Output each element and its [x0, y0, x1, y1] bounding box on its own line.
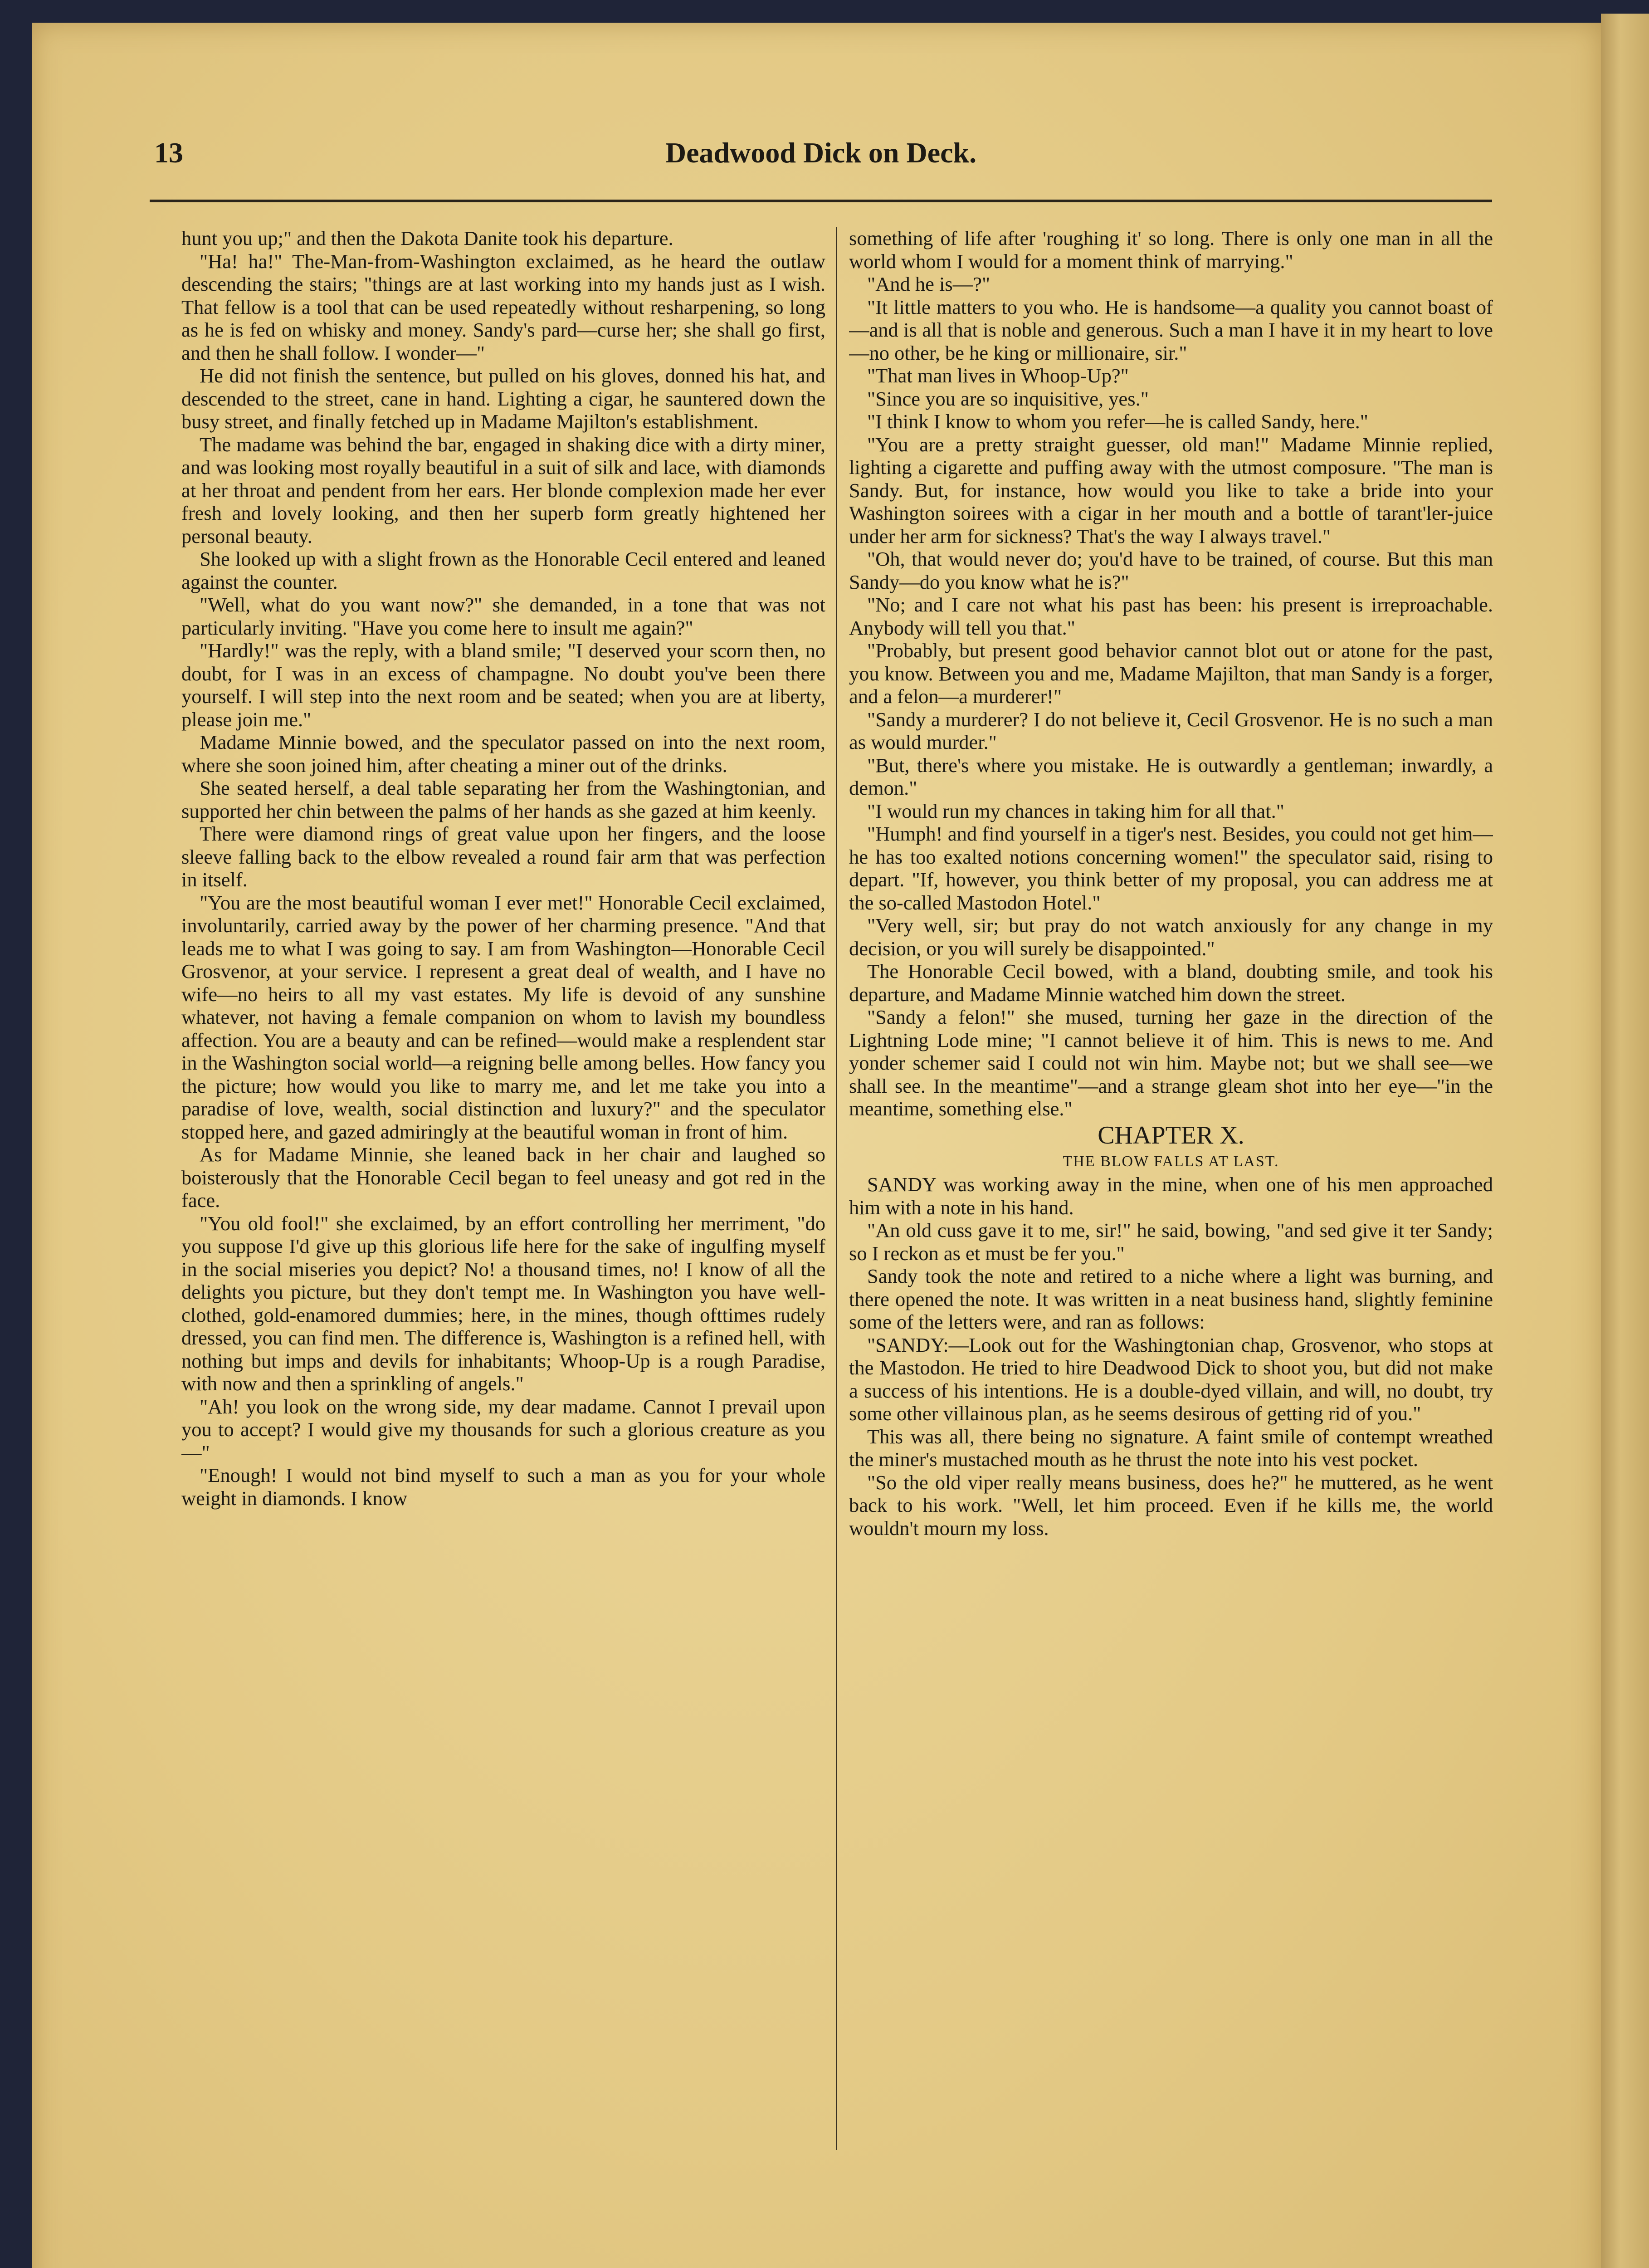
paragraph: She looked up with a slight frown as the Honorable Cecil entered and leaned against the counter. — [181, 547, 825, 593]
paragraph: As for Madame Minnie, she leaned back in her chair and laughed so boisterously that the Honorable Cecil began to feel uneasy and got red in the face. — [181, 1143, 825, 1212]
paragraph: Sandy took the note and retired to a niche where a light was burning, and there opened the note. It was written in a neat business hand, slightly feminine some of the letters were, and ran as follows: — [849, 1265, 1493, 1333]
paragraph: He did not finish the sentence, but pulled on his gloves, donned his hat, and descended to the street, cane in hand. Lighting a cigar, he sauntered down the busy street, and finally fetched up in Madame Majilton's establishment. — [181, 364, 825, 433]
page-spine-edge — [1601, 14, 1649, 2268]
header-rule — [150, 200, 1492, 202]
paragraph: "An old cuss gave it to me, sir!" he said, bowing, "and sed give it ter Sandy; so I reckon as et must be fer you." — [849, 1219, 1493, 1265]
column-divider — [836, 227, 837, 2150]
paragraph: The Honorable Cecil bowed, with a bland, doubting smile, and took his departure, and Madame Minnie watched him down the street. — [849, 960, 1493, 1006]
paragraph: "But, there's where you mistake. He is outwardly a gentleman; inwardly, a demon." — [849, 753, 1493, 799]
page-number: 13 — [154, 137, 183, 169]
paragraph: "You are a pretty straight guesser, old man!" Madame Minnie replied, lighting a cigarette and puffing away with the utmost composure. "The man is Sandy. But, for instance, how would you like to take a bride into your Washington soirees with a cigar in her mouth and a bottle of tarant'ler-juice under her arm for sickness? That's the way I always travel." — [849, 433, 1493, 547]
chapter-title: CHAPTER X. — [1098, 1121, 1244, 1149]
paragraph: "I think I know to whom you refer—he is called Sandy, here." — [867, 410, 1368, 433]
paragraph: Madame Minnie bowed, and the speculator passed on into the next room, where she soon joined him, after cheating a miner out of the drinks. — [181, 731, 825, 777]
paragraph: "SANDY:—Look out for the Washingtonian chap, Grosvenor, who stops at the Mastodon. He tried to hire Deadwood Dick to shoot you, but did not make a success of his intentions. He is a double-dyed villain, and will, no doubt, try some other villainous plan, as he seems desirous of getting rid of you." — [849, 1333, 1493, 1425]
paragraph: something of life after 'roughing it' so long. There is only one man in all the world whom I would for a moment think of marrying." — [849, 227, 1493, 273]
paragraph: "Probably, but present good behavior cannot blot out or atone for the past, you know. Between you and me, Madame Majilton, that man Sandy is a forger, and a felon—a murderer!" — [849, 639, 1493, 708]
paragraph: "Enough! I would not bind myself to such a man as you for your whole weight in diamonds. I know — [181, 1464, 825, 1510]
paragraph: "You old fool!" she exclaimed, by an effort controlling her merriment, "do you suppose I'd give up this glorious life here for the sake of ingulfing myself in the social miseries you depict? No! a thousand times, no! I know of all the delights you picture, but they don't tempt me. In Washington you have well-clothed, gold-enamored dummies; here, in the mines, though ofttimes rudely dressed, you can find men. The difference is, Washington is a refined hell, with nothing but imps and devils for inhabitants; Whoop-Up is a rough Paradise, with now and then a sprinkling of angels." — [181, 1212, 825, 1395]
paragraph: The madame was behind the bar, engaged in shaking dice with a dirty miner, and was looking most royally beautiful in a suit of silk and lace, with diamonds at her throat and pendent from her ears. Her blonde complexion made her ever fresh and lovely looking, and then her superb form greatly hightened her personal beauty. — [181, 433, 825, 547]
paragraph: "Ha! ha!" The-Man-from-Washington exclaimed, as he heard the outlaw descending the stairs; "things are at last working into my hands just as I wish. That fellow is a tool that can be used repeatedly without resharpening, so long as he is fed on whisky and money. Sandy's pard—curse her; she shall go first, and then he shall follow. I wonder—" — [181, 249, 825, 364]
running-title: Deadwood Dick on Deck. — [665, 137, 977, 169]
paragraph: "So the old viper really means business, does he?" he muttered, as he went back to his work. "Well, let him proceed. Even if he kills me, the world wouldn't mourn my loss. — [849, 1471, 1493, 1540]
chapter-subtitle: THE BLOW FALLS AT LAST. — [1063, 1153, 1279, 1170]
paragraph: "Well, what do you want now?" she demanded, in a tone that was not particularly inviting. "Have you come here to insult me again?" — [181, 593, 825, 639]
page-header — [154, 136, 1488, 191]
paragraph: "I would run my chances in taking him for all that." — [867, 799, 1284, 822]
paragraph: "Oh, that would never do; you'd have to be trained, of course. But this man Sandy—do you know what he is?" — [849, 547, 1493, 593]
right-column — [849, 227, 1493, 2155]
paragraph: "Ah! you look on the wrong side, my dear madame. Cannot I prevail upon you to accept? I would give my thousands for such a glorious creature as you—" — [181, 1395, 825, 1464]
paragraph: "It little matters to you who. He is handsome—a quality you cannot boast of—and is all that is noble and generous. Such a man I have it in my heart to love—no other, be he king or millionaire, sir." — [849, 295, 1493, 364]
paragraph: There were diamond rings of great value upon her fingers, and the loose sleeve falling back to the elbow revealed a round fair arm that was perfection in itself. — [181, 822, 825, 891]
paragraph: She seated herself, a deal table separating her from the Washingtonian, and supported her chin between the palms of her hands as she gazed at him keenly. — [181, 777, 825, 822]
paragraph: This was all, there being no signature. A faint smile of contempt wreathed the miner's mustached mouth as he thrust the note into his vest pocket. — [849, 1425, 1493, 1471]
paragraph: "That man lives in Whoop-Up?" — [867, 364, 1129, 387]
paragraph: "Sandy a murderer? I do not believe it, Cecil Grosvenor. He is no such a man as would murder." — [849, 708, 1493, 753]
paragraph: "Very well, sir; but pray do not watch anxiously for any change in my decision, or you will surely be disappointed." — [849, 914, 1493, 960]
paragraph: "And he is—?" — [867, 273, 990, 295]
paragraph: "Since you are so inquisitive, yes." — [867, 387, 1149, 410]
paragraph: "No; and I care not what his past has been: his present is irreproachable. Anybody will tell you that." — [849, 593, 1493, 639]
paragraph: SANDY was working away in the mine, when one of his men approached him with a note in his hand. — [849, 1173, 1493, 1219]
paragraph: "You are the most beautiful woman I ever met!" Honorable Cecil exclaimed, involuntarily, carried away by the power of her charming presence. "And that leads me to what I was going to say. I am from Washington—Honorable Cecil Grosvenor, at your service. I represent a great deal of wealth, and I have no wife—no heirs to all my vast estates. My life is devoid of any sunshine whatever, not having a female companion on whom to lavish my boundless affection. You are a beauty and can be refined—would make a resplendent star in the Washington social world—a reigning belle among belles. How fancy you the picture; how would you like to marry me, and let me take you into a paradise of love, wealth, social distinction and luxury?" and the speculator stopped here, and gazed admiringly at the beautiful woman in front of him. — [181, 891, 825, 1143]
paragraph: "Humph! and find yourself in a tiger's nest. Besides, you could not get him—he has too exalted notions concerning women!" the speculator said, rising to depart. "If, however, you think better of my proposal, you can address me at the so-called Mastodon Hotel." — [849, 822, 1493, 914]
paragraph: "Hardly!" was the reply, with a bland smile; "I deserved your scorn then, no doubt, for I was in an excess of champagne. No doubt you've been there yourself. I will step into the next room and be seated; when you are at liberty, please join me." — [181, 639, 825, 731]
paragraph: "Sandy a felon!" she mused, turning her gaze in the direction of the Lightning Lode mine; "I cannot believe it of him. This is news to me. And yonder schemer said I could not win him. Maybe not; but we shall see—we shall see. In the meantime"—and a strange gleam shot into her eye—"in the meantime, something else." — [849, 1006, 1493, 1120]
left-column — [181, 227, 825, 2155]
paragraph: hunt you up;" and then the Dakota Danite took his departure. — [181, 227, 673, 249]
